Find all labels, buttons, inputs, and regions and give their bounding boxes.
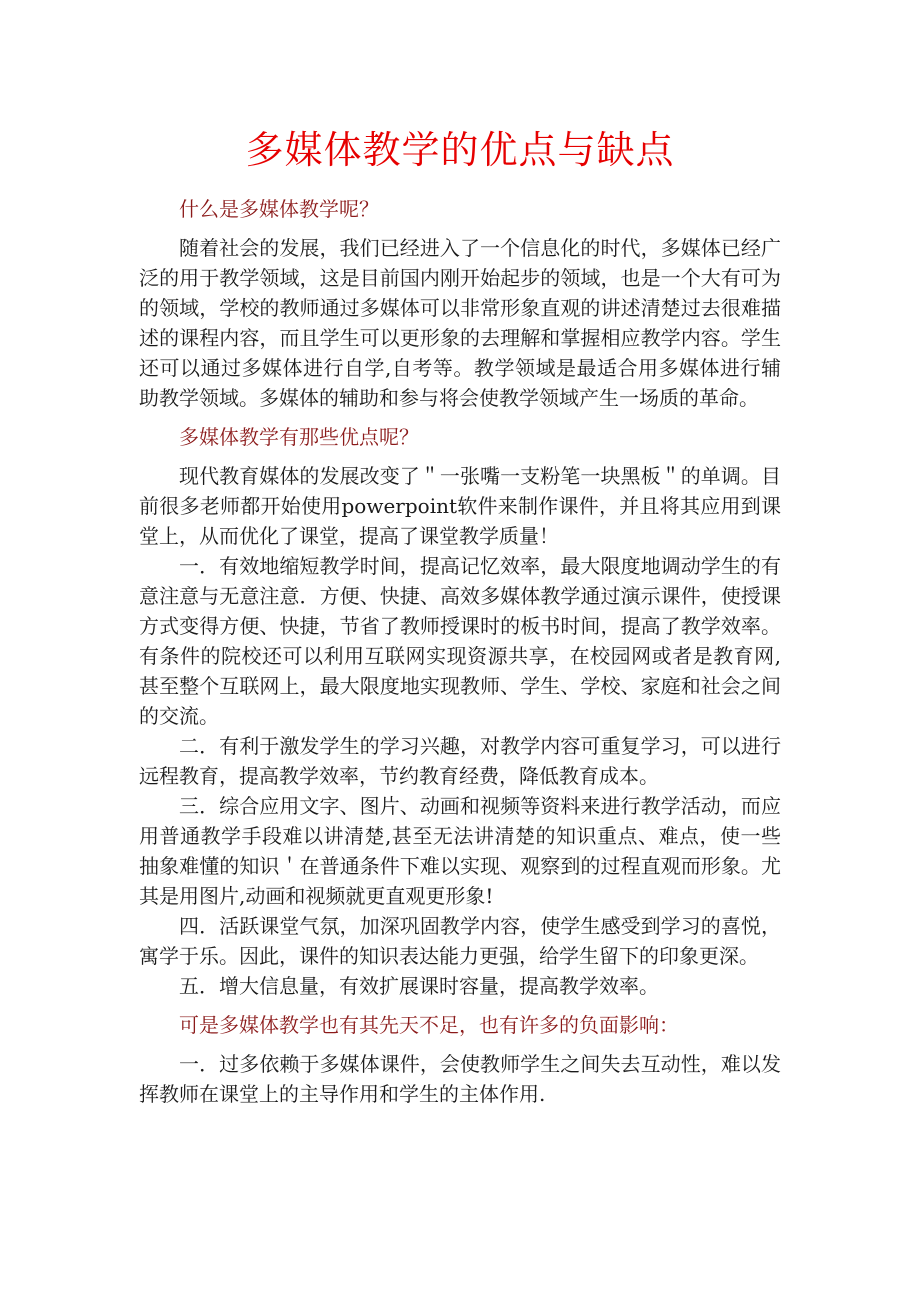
section-question-disadvantages: 可是多媒体教学也有其先天不足，也有许多的负面影响：	[179, 1013, 679, 1037]
document-body	[139, 194, 781, 1109]
section-question-advantages: 多媒体教学有那些优点呢？	[179, 425, 419, 449]
advantage-item-1: 一．有效地缩短教学时间，提高记忆效率，最大限度地调动学生的有意注意与无意注意．方便、快捷、高效多媒体教学通过演示课件，使授课方式变得方便、快捷，节省了教师授课时的板书时间，提高了教学效率。有条件的院校还可以利用互联网实现资源共享，在校园网或者是教育网,甚至整个互联网上，最大限度地实现教师、学生、学校、家庭和社会之间的交流。	[139, 554, 781, 728]
section-question-what-is: 什么是多媒体教学呢？	[179, 197, 379, 221]
disadvantage-item-1: 一．过多依赖于多媒体课件，会使教师学生之间失去互动性，难以发挥教师在课堂上的主导作用和学生的主体作用.	[139, 1052, 781, 1106]
body-paragraph-intro: 随着社会的发展，我们已经进入了一个信息化的时代，多媒体已经广泛的用于教学领域，这是目前国内刚开始起步的领域，也是一个大有可为的领域，学校的教师通过多媒体可以非常形象直观的讲述清楚过去很难描述的课程内容，而且学生可以更形象的去理解和掌握相应教学内容。学生还可以通过多媒体进行自学,自考等。教学领域是最适合用多媒体进行辅助教学领域。多媒体的辅助和参与将会使教学领域产生一场质的革命。	[139, 236, 781, 410]
advantage-item-3: 三．综合应用文字、图片、动画和视频等资料来进行教学活动，而应用普通教学手段难以讲清楚,甚至无法讲清楚的知识重点、难点，使一些抽象难懂的知识＇在普通条件下难以实现、观察到的过程直观而形象。尤其是用图片,动画和视频就更直观更形象!	[139, 794, 781, 908]
advantage-item-5: 五．增大信息量，有效扩展课时容量，提高教学效率。	[179, 974, 659, 998]
body-paragraph-advantages-intro: 现代教育媒体的发展改变了＂一张嘴一支粉笔一块黑板＂的单调。目前很多老师都开始使用powerpoint软件来制作课件，并且将其应用到课堂上，从而优化了课堂，提高了课堂教学质量！	[139, 464, 781, 548]
document-title: 多媒体教学的优点与缺点	[245, 128, 675, 172]
advantage-item-4: 四．活跃课堂气氛，加深巩固教学内容，使学生感受到学习的喜悦，寓学于乐。因此，课件的知识表达能力更强，给学生留下的印象更深。	[139, 914, 781, 968]
advantage-item-2: 二．有利于激发学生的学习兴趣，对教学内容可重复学习，可以进行远程教育，提高教学效率，节约教育经费，降低教育成本。	[139, 734, 781, 788]
